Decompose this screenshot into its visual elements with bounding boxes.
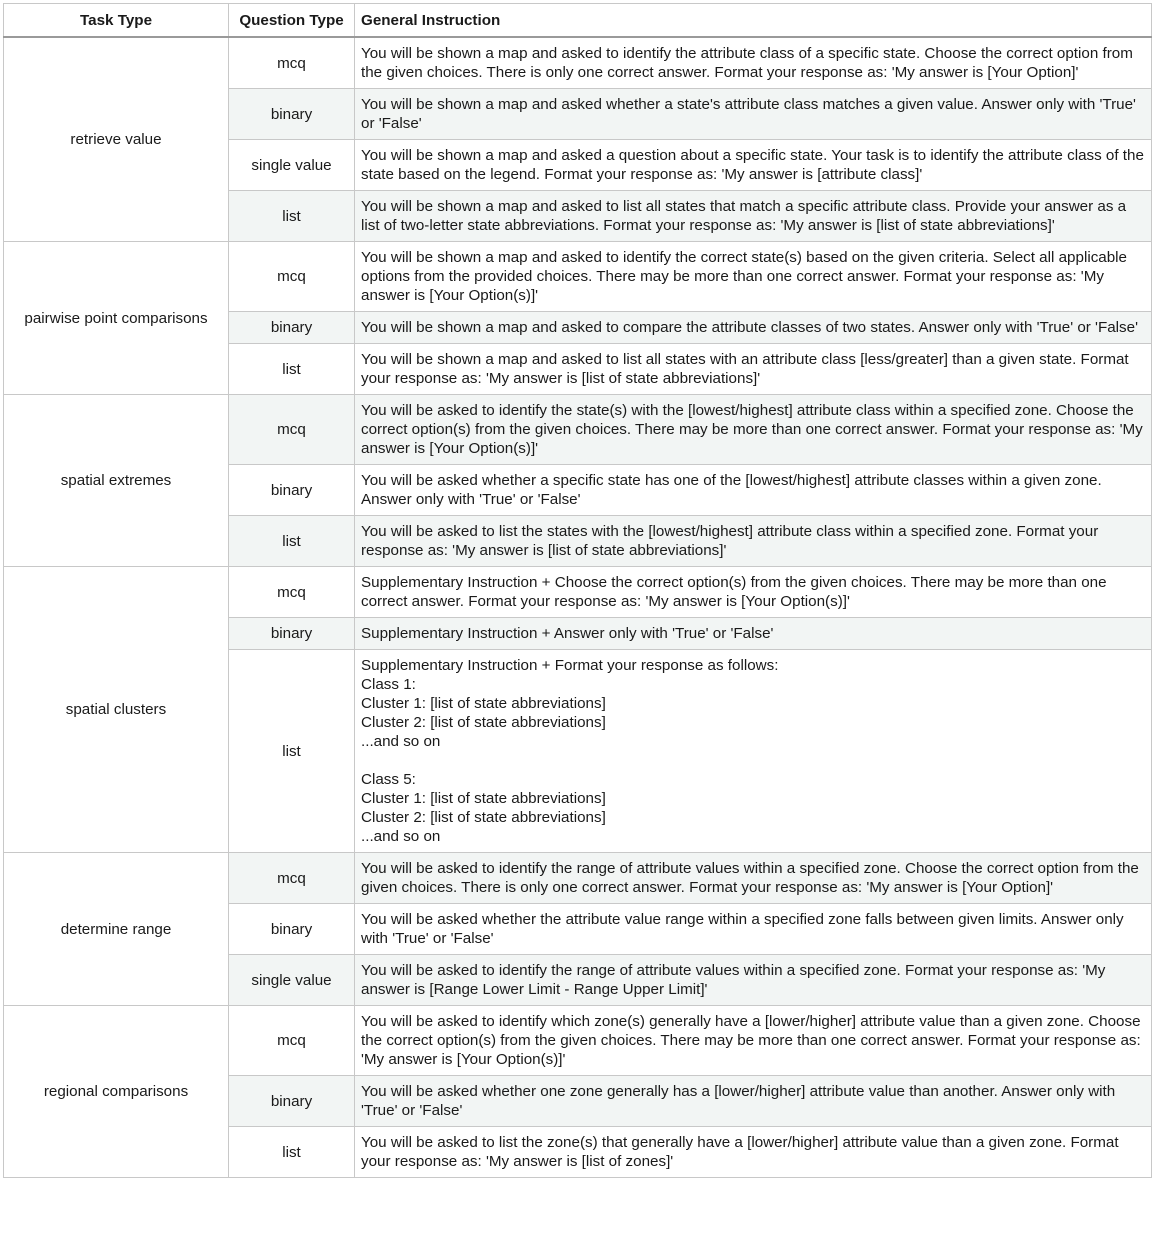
instruction-cell: You will be asked whether one zone generally has a [lower/higher] attribute value than another. Answer only with 'True' or 'False' xyxy=(355,1076,1152,1127)
task-type-cell: spatial clusters xyxy=(4,567,229,853)
question-type-cell: list xyxy=(229,191,355,242)
question-type-cell: binary xyxy=(229,312,355,344)
question-type-cell: binary xyxy=(229,618,355,650)
table-row xyxy=(4,242,1152,312)
instruction-cell: Supplementary Instruction + Choose the correct option(s) from the given choices. There may be more than one correct answer. Format your response as: 'My answer is [Your Option(s)]' xyxy=(355,567,1152,618)
question-type-cell: mcq xyxy=(229,395,355,465)
question-type-cell: mcq xyxy=(229,242,355,312)
instruction-cell: You will be shown a map and asked to identify the correct state(s) based on the given criteria. Select all applicable options from the provided choices. There may be more than one correct answer. Format your response as: 'My answer is [Your Option(s)]' xyxy=(355,242,1152,312)
question-type-cell: list xyxy=(229,650,355,853)
instruction-cell: You will be shown a map and asked whether a state's attribute class matches a given value. Answer only with 'True' or 'False' xyxy=(355,89,1152,140)
question-type-cell: list xyxy=(229,344,355,395)
question-type-cell: binary xyxy=(229,465,355,516)
question-type-cell: binary xyxy=(229,904,355,955)
instruction-table xyxy=(3,3,1152,1178)
question-type-cell: list xyxy=(229,1127,355,1178)
question-type-cell: list xyxy=(229,516,355,567)
instruction-cell: Supplementary Instruction + Format your response as follows: Class 1: Cluster 1: [list of state abbreviations] Cluster 2: [list of state abbreviations] ...and so on Class 5: Cluster 1: [list of state abbreviations] Cluster 2: [list of state abbreviations] ...and so on xyxy=(355,650,1152,853)
question-type-cell: single value xyxy=(229,955,355,1006)
instruction-cell: You will be asked to identify the range of attribute values within a specified zone. Format your response as: 'My answer is [Range Lower Limit - Range Upper Limit]' xyxy=(355,955,1152,1006)
instruction-cell: You will be shown a map and asked to compare the attribute classes of two states. Answer only with 'True' or 'False' xyxy=(355,312,1152,344)
task-type-cell: retrieve value xyxy=(4,37,229,242)
task-type-cell: determine range xyxy=(4,853,229,1006)
header-question-type: Question Type xyxy=(229,4,355,38)
table-row xyxy=(4,395,1152,465)
task-type-cell: spatial extremes xyxy=(4,395,229,567)
task-type-cell: regional comparisons xyxy=(4,1006,229,1178)
instruction-cell: You will be asked to identify the range of attribute values within a specified zone. Choose the correct option from the given choices. There is only one correct answer. Format your response as: 'My answer is [Your Option]' xyxy=(355,853,1152,904)
instruction-cell: You will be asked to list the states with the [lowest/highest] attribute class within a specified zone. Format your response as: 'My answer is [list of state abbreviations]' xyxy=(355,516,1152,567)
question-type-cell: mcq xyxy=(229,37,355,89)
instruction-cell: You will be shown a map and asked a question about a specific state. Your task is to identify the attribute class of the state based on the legend. Format your response as: 'My answer is [attribute class]' xyxy=(355,140,1152,191)
table-row xyxy=(4,1006,1152,1076)
question-type-cell: mcq xyxy=(229,1006,355,1076)
instruction-cell: Supplementary Instruction + Answer only with 'True' or 'False' xyxy=(355,618,1152,650)
question-type-cell: mcq xyxy=(229,853,355,904)
header-general-instruction: General Instruction xyxy=(355,4,1152,38)
instruction-cell: You will be asked whether a specific state has one of the [lowest/highest] attribute classes within a given zone. Answer only with 'True' or 'False' xyxy=(355,465,1152,516)
instruction-cell: You will be shown a map and asked to identify the attribute class of a specific state. Choose the correct option from the given choices. There is only one correct answer. Format your response as: 'My answer is [Your Option]' xyxy=(355,37,1152,89)
question-type-cell: binary xyxy=(229,89,355,140)
table-row xyxy=(4,853,1152,904)
question-type-cell: binary xyxy=(229,1076,355,1127)
instruction-cell: You will be asked whether the attribute value range within a specified zone falls between given limits. Answer only with 'True' or 'False' xyxy=(355,904,1152,955)
table-row xyxy=(4,567,1152,618)
question-type-cell: mcq xyxy=(229,567,355,618)
task-type-cell: pairwise point comparisons xyxy=(4,242,229,395)
instruction-cell: You will be asked to identify which zone(s) generally have a [lower/higher] attribute value than a given zone. Choose the correct option(s) from the given choices. There may be more than one correct answer. Format your response as: 'My answer is [Your Option(s)]' xyxy=(355,1006,1152,1076)
instruction-cell: You will be shown a map and asked to list all states that match a specific attribute class. Provide your answer as a list of two-letter state abbreviations. Format your response as: 'My answer is [list of state abbreviations]' xyxy=(355,191,1152,242)
header-row xyxy=(4,4,1152,38)
instruction-cell: You will be shown a map and asked to list all states with an attribute class [less/greater] than a given state. Format your response as: 'My answer is [list of state abbreviations]' xyxy=(355,344,1152,395)
instruction-cell: You will be asked to list the zone(s) that generally have a [lower/higher] attribute value than a given zone. Format your response as: 'My answer is [list of zones]' xyxy=(355,1127,1152,1178)
header-task-type: Task Type xyxy=(4,4,229,38)
table-body xyxy=(4,37,1152,1178)
table-row xyxy=(4,37,1152,89)
instruction-cell: You will be asked to identify the state(s) with the [lowest/highest] attribute class within a specified zone. Choose the correct option(s) from the given choices. There may be more than one correct answer. Format your response as: 'My answer is [Your Option(s)]' xyxy=(355,395,1152,465)
question-type-cell: single value xyxy=(229,140,355,191)
